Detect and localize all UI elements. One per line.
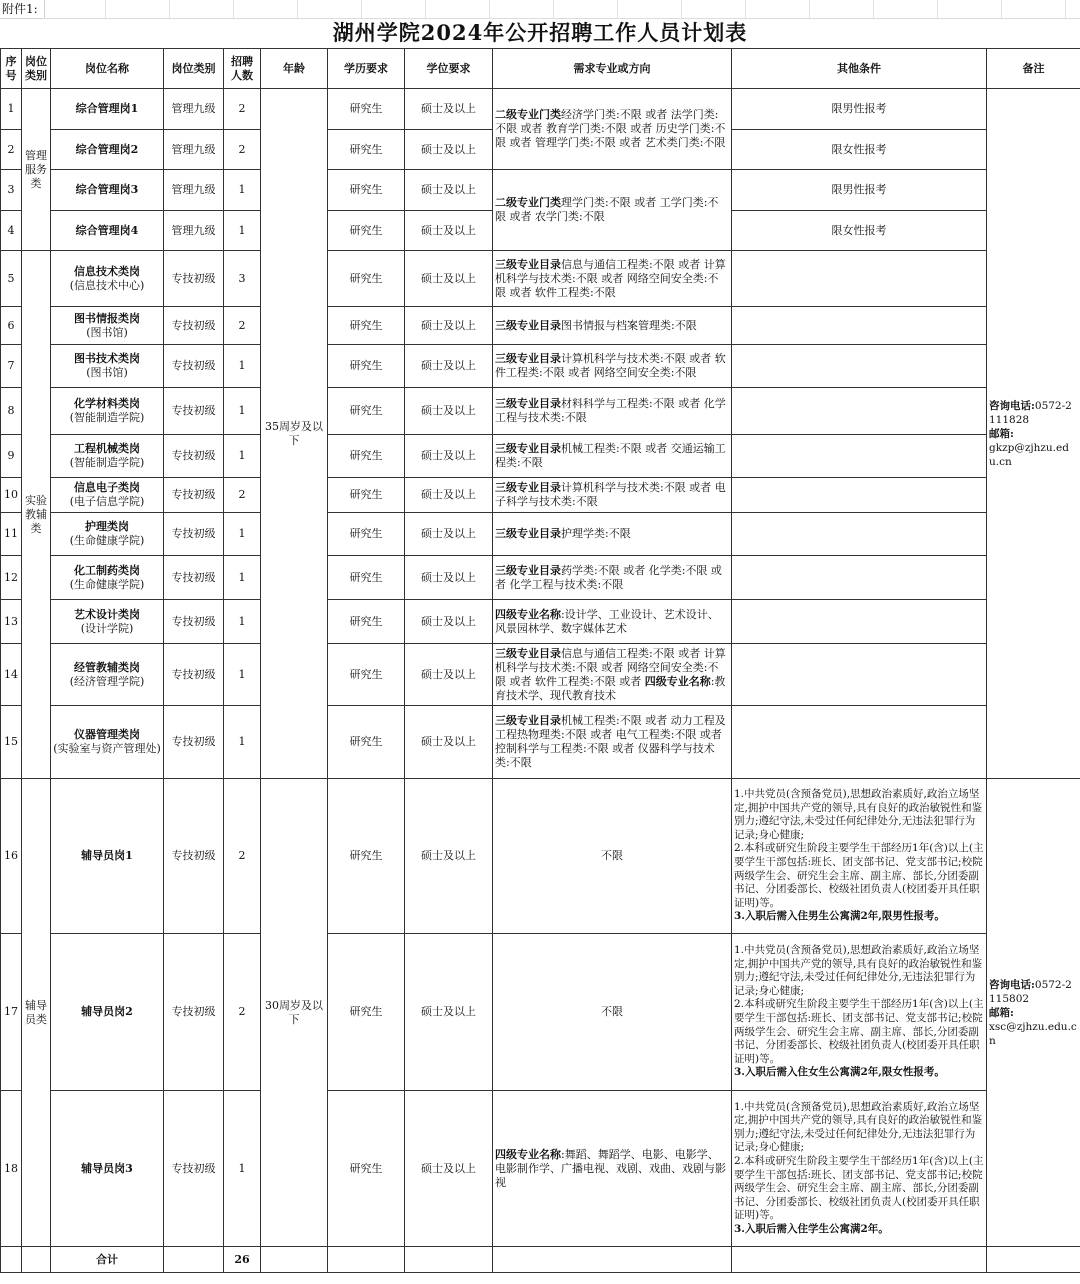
cell-seq: 14 [1, 644, 22, 706]
cell-other [732, 388, 987, 435]
table-row [1, 388, 1080, 435]
cell-type: 专技初级 [164, 706, 224, 779]
cell-type: 专技初级 [164, 307, 224, 345]
cell-seq: 2 [1, 130, 22, 170]
email-text: xsc@zjhzu.edu.cn [989, 1020, 1077, 1047]
cell-major: 三级专业目录机械工程类:不限 或者 动力工程及工程热物理类:不限 或者 电气工程类:不限 或者 控制科学与工程类:不限 或者 仪器科学与技术类:不限 [493, 706, 732, 779]
age-35: 35周岁及以下 [261, 89, 328, 779]
cell-seq: 9 [1, 435, 22, 478]
cell-degree: 硕士及以上 [405, 600, 493, 644]
note-contact-1: 咨询电话:0572-2111828 邮箱: gkzp@zjhzu.edu.cn [987, 89, 1080, 779]
cell-count: 2 [224, 779, 261, 934]
cell-count: 1 [224, 706, 261, 779]
cell-type: 专技初级 [164, 600, 224, 644]
cell-education: 研究生 [328, 435, 405, 478]
cell-other: 1.中共党员(含预备党员),思想政治素质好,政治立场坚定,拥护中国共产党的领导,具有良好的政治敏锐性和鉴别力;遵纪守法,未受过任何纪律处分,无违法犯罪行为记录;身心健康; 2.本科或研究生阶段主要学生干部经历1年(含)以上(主要学生干部包括:班长、团支部书记、党支部书记;校院两级学生会、研究生会主席、副主席、部长,分团委副书记、分团委部长、校级社团负责人(校团委开具任职证明)等。 3.入职后需入住学生公寓满2年。 [732, 1091, 987, 1247]
cell-type: 专技初级 [164, 934, 224, 1091]
cell-seq: 5 [1, 251, 22, 307]
cell-other [732, 556, 987, 600]
cell-seq: 1 [1, 89, 22, 130]
table-row [1, 435, 1080, 478]
cell-count: 1 [224, 644, 261, 706]
cell-major: 三级专业目录信息与通信工程类:不限 或者 计算机科学与技术类:不限 或者 网络空间安全类:不限 或者 软件工程类:不限 或者 四级专业名称:教育技术学、现代教育技术 [493, 644, 732, 706]
cell-major: 三级专业目录图书情报与档案管理类:不限 [493, 307, 732, 345]
cell-name: 图书情报类岗 (图书馆) [51, 307, 164, 345]
header-age: 年龄 [261, 49, 328, 89]
header-major: 需求专业或方向 [493, 49, 732, 89]
cell-count: 1 [224, 170, 261, 211]
cell-seq: 8 [1, 388, 22, 435]
header-type: 岗位类别 [164, 49, 224, 89]
header-category: 岗位类别 [22, 49, 51, 89]
cell-other [732, 435, 987, 478]
cell-degree: 硕士及以上 [405, 706, 493, 779]
cell-name: 经管教辅类岗 (经济管理学院) [51, 644, 164, 706]
cell-name: 化工制药类岗 (生命健康学院) [51, 556, 164, 600]
table-row [1, 307, 1080, 345]
cell-type: 专技初级 [164, 345, 224, 388]
cell-major: 三级专业目录材料科学与工程类:不限 或者 化学工程与技术类:不限 [493, 388, 732, 435]
cell-name: 综合管理岗3 [51, 170, 164, 211]
email-text: gkzp@zjhzu.edu.cn [989, 441, 1069, 468]
cell-degree: 硕士及以上 [405, 779, 493, 934]
header-seq: 序号 [1, 49, 22, 89]
cell-other: 限男性报考 [732, 170, 987, 211]
post-name: 综合管理岗1 [75, 102, 139, 115]
cell-degree: 硕士及以上 [405, 211, 493, 251]
cell-name: 辅导员岗2 [51, 934, 164, 1091]
cell-type: 专技初级 [164, 644, 224, 706]
cell-seq: 13 [1, 600, 22, 644]
cell-degree: 硕士及以上 [405, 644, 493, 706]
cell-major: 二级专业门类理学门类:不限 或者 工学门类:不限 或者 农学门类:不限 [493, 170, 732, 251]
cell-education: 研究生 [328, 251, 405, 307]
cell-seq: 15 [1, 706, 22, 779]
cell-major: 三级专业目录计算机科学与技术类:不限 或者 软件工程类:不限 或者 网络空间安全类:不限 [493, 345, 732, 388]
cell-count: 1 [224, 513, 261, 556]
header-name: 岗位名称 [51, 49, 164, 89]
cell-type: 专技初级 [164, 513, 224, 556]
header-other: 其他条件 [732, 49, 987, 89]
table-row [1, 345, 1080, 388]
table-row [1, 170, 1080, 211]
cell-education: 研究生 [328, 130, 405, 170]
header-note: 备注 [987, 49, 1080, 89]
cell-degree: 硕士及以上 [405, 345, 493, 388]
cell-education: 研究生 [328, 513, 405, 556]
cell-major: 二级专业门类经济学门类:不限 或者 法学门类:不限 或者 教育学门类:不限 或者 历史学门类:不限 或者 管理学门类:不限 或者 艺术类门类:不限 [493, 89, 732, 170]
note-contact-2: 咨询电话:0572-2115802 邮箱: xsc@zjhzu.edu.cn [987, 779, 1080, 1247]
cell-education: 研究生 [328, 644, 405, 706]
cell-other: 1.中共党员(含预备党员),思想政治素质好,政治立场坚定,拥护中国共产党的领导,具有良好的政治敏锐性和鉴别力;遵纪守法,未受过任何纪律处分,无违法犯罪行为记录;身心健康; 2.本科或研究生阶段主要学生干部经历1年(含)以上(主要学生干部包括:班长、团支部书记、党支部书记;校院两级学生会、研究生会主席、副主席、部长,分团委副书记、分团委部长、校级社团负责人(校团委开具任职证明)等。 3.入职后需入住女生公寓满2年,限女性报考。 [732, 934, 987, 1091]
cell-other [732, 513, 987, 556]
table-row [1, 556, 1080, 600]
cell-other: 限女性报考 [732, 211, 987, 251]
table-row [1, 89, 1080, 130]
cell-degree: 硕士及以上 [405, 934, 493, 1091]
cell-other: 限女性报考 [732, 130, 987, 170]
cell-count: 3 [224, 251, 261, 307]
cell-degree: 硕士及以上 [405, 388, 493, 435]
cell-name: 信息技术类岗 (信息技术中心) [51, 251, 164, 307]
cell-seq: 3 [1, 170, 22, 211]
cell-degree: 硕士及以上 [405, 130, 493, 170]
cell-other [732, 478, 987, 513]
cell-seq: 4 [1, 211, 22, 251]
table-row [1, 1091, 1080, 1247]
cell-other [732, 600, 987, 644]
cell-type: 专技初级 [164, 435, 224, 478]
cell-type: 专技初级 [164, 1091, 224, 1247]
cell-seq: 16 [1, 779, 22, 934]
sheet-grid-row [42, 0, 1080, 19]
cell-seq: 10 [1, 478, 22, 513]
cell-count: 1 [224, 345, 261, 388]
table-row [1, 934, 1080, 1091]
cell-count: 2 [224, 307, 261, 345]
cell-major: 四级专业名称:设计学、工业设计、艺术设计、风景园林学、数字媒体艺术 [493, 600, 732, 644]
cell-count: 2 [224, 934, 261, 1091]
cell-count: 1 [224, 556, 261, 600]
table-row [1, 251, 1080, 307]
cell-other [732, 251, 987, 307]
cell-name: 信息电子类岗 (电子信息学院) [51, 478, 164, 513]
cell-name: 辅导员岗1 [51, 779, 164, 934]
cell-major: 三级专业目录机械工程类:不限 或者 交通运输工程类:不限 [493, 435, 732, 478]
cell-degree: 硕士及以上 [405, 251, 493, 307]
cell-education: 研究生 [328, 779, 405, 934]
table-row [1, 513, 1080, 556]
cell-count: 1 [224, 435, 261, 478]
cell-type: 专技初级 [164, 478, 224, 513]
cell-count: 1 [224, 388, 261, 435]
cell-seq: 18 [1, 1091, 22, 1247]
cell-major: 不限 [493, 934, 732, 1091]
cell-name: 工程机械类岗 (智能制造学院) [51, 435, 164, 478]
cell-degree: 硕士及以上 [405, 513, 493, 556]
cell-name: 化学材料类岗 (智能制造学院) [51, 388, 164, 435]
cell-education: 研究生 [328, 211, 405, 251]
table-header-row [1, 49, 1080, 89]
cell-degree: 硕士及以上 [405, 89, 493, 130]
cell-education: 研究生 [328, 170, 405, 211]
cell-type: 专技初级 [164, 779, 224, 934]
cell-other [732, 345, 987, 388]
cell-type: 专技初级 [164, 556, 224, 600]
category-lab: 实验教辅类 [22, 251, 51, 779]
table-row [1, 779, 1080, 934]
cell-other: 1.中共党员(含预备党员),思想政治素质好,政治立场坚定,拥护中国共产党的领导,具有良好的政治敏锐性和鉴别力;遵纪守法,未受过任何纪律处分,无违法犯罪行为记录;身心健康; 2.本科或研究生阶段主要学生干部经历1年(含)以上(主要学生干部包括:班长、团支部书记、党支部书记;校院两级学生会、研究生会主席、副主席、部长,分团委副书记、分团委部长、校级社团负责人(校团委开具任职证明)等。 3.入职后需入住男生公寓满2年,限男性报考。 [732, 779, 987, 934]
table-row [1, 478, 1080, 513]
cell-name: 辅导员岗3 [51, 1091, 164, 1247]
attachment-label: 附件1: [0, 0, 45, 19]
cell-major: 四级专业名称:舞蹈、舞蹈学、电影、电影学、电影制作学、广播电视、戏剧、戏曲、戏剧与影视 [493, 1091, 732, 1247]
cell-education: 研究生 [328, 89, 405, 130]
cell-seq: 17 [1, 934, 22, 1091]
header-degree: 学位要求 [405, 49, 493, 89]
cell-seq: 12 [1, 556, 22, 600]
total-count: 26 [224, 1247, 261, 1273]
cell-major: 不限 [493, 779, 732, 934]
cell-education: 研究生 [328, 307, 405, 345]
recruitment-table [0, 48, 1080, 1273]
cell-seq: 6 [1, 307, 22, 345]
cell-other [732, 706, 987, 779]
cell-education: 研究生 [328, 706, 405, 779]
cell-count: 2 [224, 478, 261, 513]
cell-degree: 硕士及以上 [405, 435, 493, 478]
cell-education: 研究生 [328, 345, 405, 388]
cell-education: 研究生 [328, 600, 405, 644]
cell-name: 护理类岗 (生命健康学院) [51, 513, 164, 556]
cell-major: 三级专业目录计算机科学与技术类:不限 或者 电子科学与技术类:不限 [493, 478, 732, 513]
cell-education: 研究生 [328, 1091, 405, 1247]
cell-major: 三级专业目录护理学类:不限 [493, 513, 732, 556]
cell-degree: 硕士及以上 [405, 1091, 493, 1247]
cell-name: 图书技术类岗 (图书馆) [51, 345, 164, 388]
cell-count: 2 [224, 89, 261, 130]
cell-type: 管理九级 [164, 130, 224, 170]
category-counselor: 辅导员类 [22, 779, 51, 1247]
page-title: 湖州学院2024年公开招聘工作人员计划表 [332, 20, 748, 45]
cell-degree: 硕士及以上 [405, 556, 493, 600]
cell-degree: 硕士及以上 [405, 307, 493, 345]
cell-other [732, 644, 987, 706]
cell-education: 研究生 [328, 478, 405, 513]
total-label: 合计 [51, 1247, 164, 1273]
cell-degree: 硕士及以上 [405, 170, 493, 211]
cell-major: 三级专业目录药学类:不限 或者 化学类:不限 或者 化学工程与技术类:不限 [493, 556, 732, 600]
cell-name [51, 89, 164, 130]
cell-count: 2 [224, 130, 261, 170]
header-count: 招聘人数 [224, 49, 261, 89]
cell-other [732, 307, 987, 345]
cell-type: 管理九级 [164, 89, 224, 130]
cell-name: 艺术设计类岗 (设计学院) [51, 600, 164, 644]
header-education: 学历要求 [328, 49, 405, 89]
cell-type: 管理九级 [164, 170, 224, 211]
cell-education: 研究生 [328, 388, 405, 435]
cell-type: 管理九级 [164, 211, 224, 251]
cell-seq: 7 [1, 345, 22, 388]
table-row [1, 600, 1080, 644]
cell-degree: 硕士及以上 [405, 478, 493, 513]
cell-type: 专技初级 [164, 388, 224, 435]
cell-other: 限男性报考 [732, 89, 987, 130]
cell-count: 1 [224, 600, 261, 644]
cell-education: 研究生 [328, 934, 405, 1091]
cell-count: 1 [224, 211, 261, 251]
age-30: 30周岁及以下 [261, 779, 328, 1247]
category-management: 管理服务类 [22, 89, 51, 251]
cell-seq: 11 [1, 513, 22, 556]
cell-name: 综合管理岗4 [51, 211, 164, 251]
total-row [1, 1247, 1080, 1273]
cell-education: 研究生 [328, 556, 405, 600]
table-row [1, 706, 1080, 779]
cell-name: 仪器管理类岗 (实验室与资产管理处) [51, 706, 164, 779]
cell-type: 专技初级 [164, 251, 224, 307]
table-row [1, 644, 1080, 706]
cell-count: 1 [224, 1091, 261, 1247]
cell-name: 综合管理岗2 [51, 130, 164, 170]
cell-major: 三级专业目录信息与通信工程类:不限 或者 计算机科学与技术类:不限 或者 网络空间安全类:不限 或者 软件工程类:不限 [493, 251, 732, 307]
